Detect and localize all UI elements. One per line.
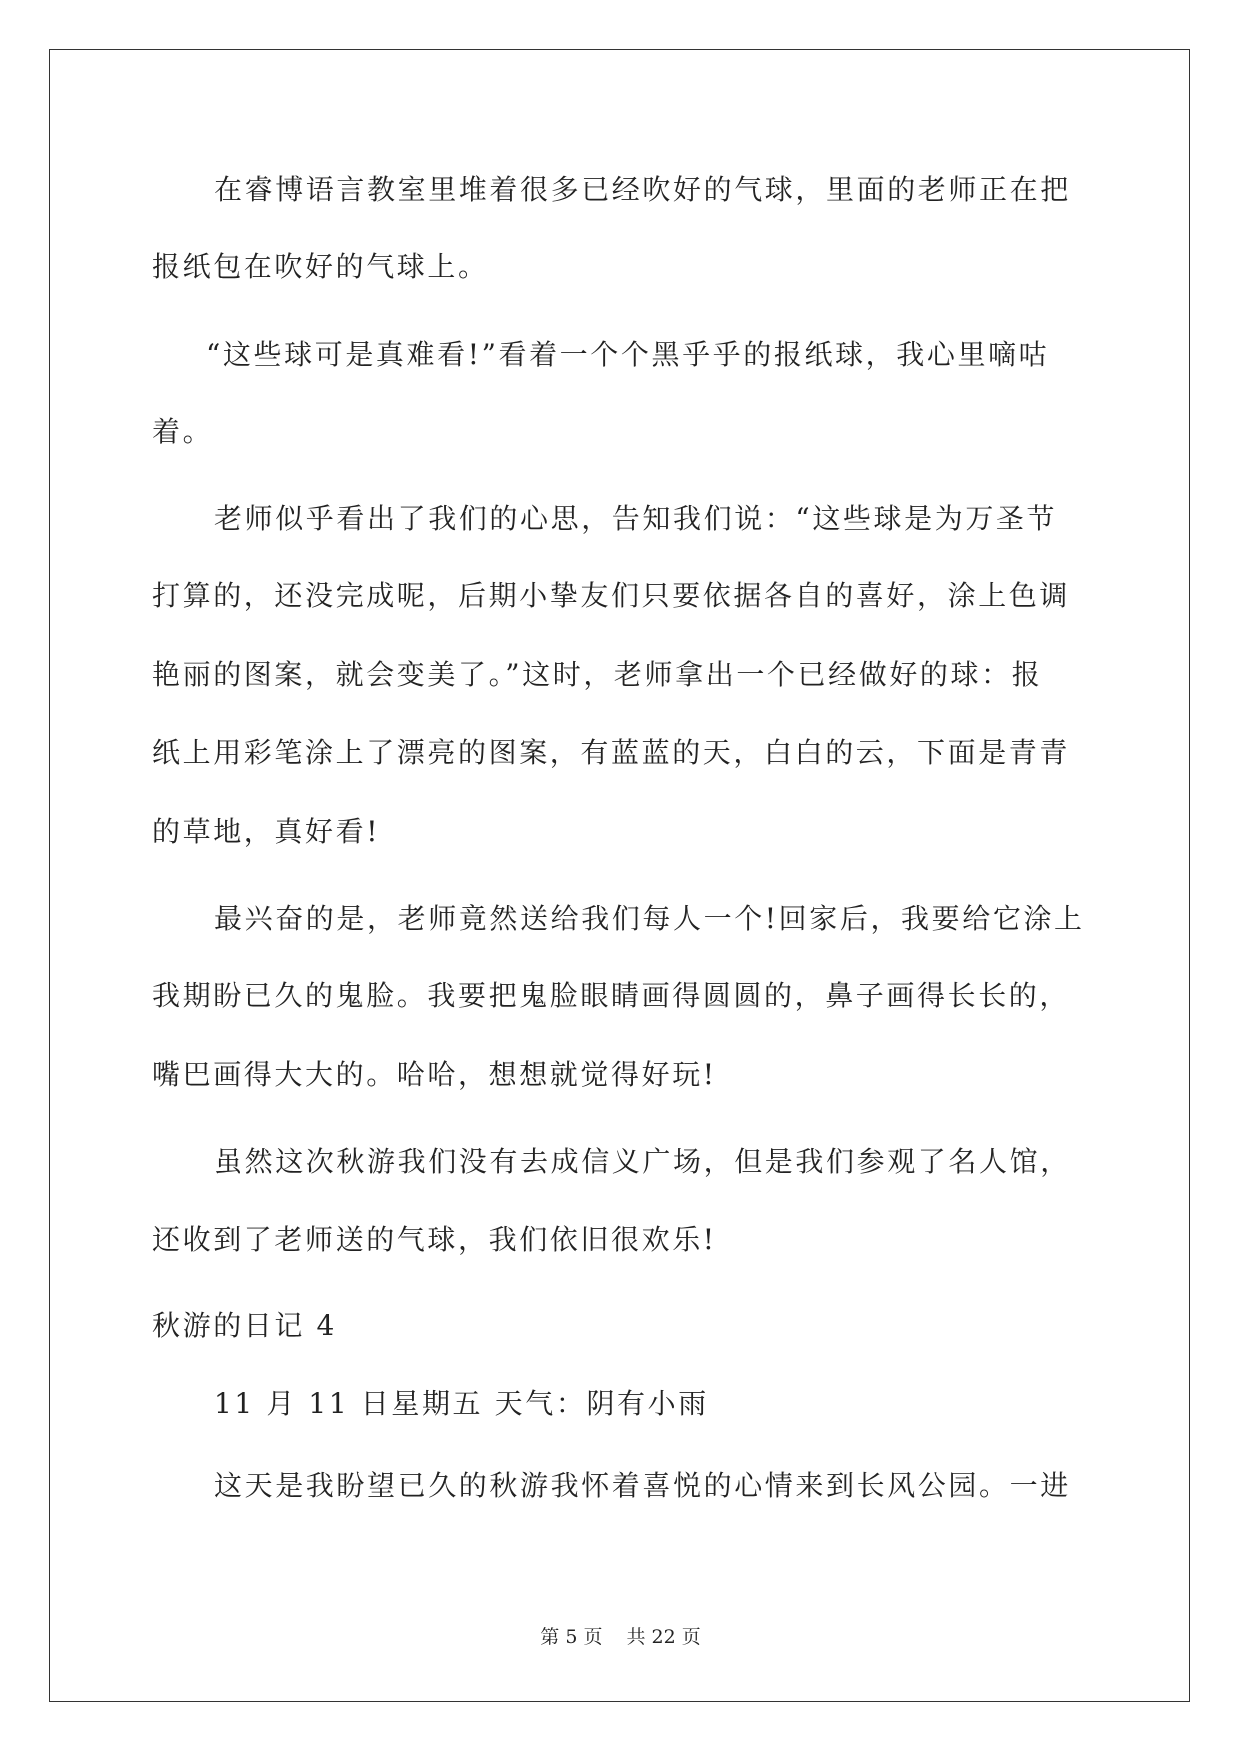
paragraph-line: 的草地，真好看!: [152, 815, 381, 848]
paragraph-line: 打算的，还没完成呢，后期小挚友们只要依据各自的喜好，涂上色调: [152, 579, 1071, 612]
paragraph-line: 虽然这次秋游我们没有去成信义广场，但是我们参观了名人馆，: [214, 1145, 1071, 1178]
paragraph-line: 最兴奋的是，老师竟然送给我们每人一个!回家后，我要给它涂上: [214, 902, 1085, 935]
paragraph-line: 还收到了老师送的气球，我们依旧很欢乐!: [152, 1223, 717, 1256]
paragraph-line: 着。: [152, 415, 214, 448]
paragraph-line: 报纸包在吹好的气球上。: [152, 250, 489, 283]
paragraph-line: “这些球可是真难看!”看着一个个黑乎乎的报纸球，我心里嘀咕: [206, 338, 1050, 371]
paragraph-line: 在睿博语言教室里堆着很多已经吹好的气球，里面的老师正在把: [214, 173, 1071, 206]
page-number: 第 5 页: [540, 1626, 603, 1648]
paragraph-line: 纸上用彩笔涂上了漂亮的图案，有蓝蓝的天，白白的云，下面是青青: [152, 736, 1071, 769]
paragraph-line: 老师似乎看出了我们的心思，告知我们说：“这些球是为万圣节: [214, 502, 1058, 535]
date-weather-line: 11 月 11 日星期五 天气：阴有小雨: [214, 1387, 709, 1420]
page-total: 共 22 页: [626, 1626, 701, 1648]
paragraph-line: 艳丽的图案，就会变美了。”这时，老师拿出一个已经做好的球：报: [152, 658, 1043, 691]
paragraph-line: 嘴巴画得大大的。哈哈，想想就觉得好玩!: [152, 1058, 717, 1091]
paragraph-line: 这天是我盼望已久的秋游我怀着喜悦的心情来到长风公园。一进: [214, 1469, 1071, 1502]
section-heading: 秋游的日记 4: [152, 1309, 337, 1342]
page-border: [49, 49, 1190, 1702]
paragraph-line: 我期盼已久的鬼脸。我要把鬼脸眼睛画得圆圆的，鼻子画得长长的，: [152, 979, 1071, 1012]
page-footer: [0, 1624, 1241, 1650]
